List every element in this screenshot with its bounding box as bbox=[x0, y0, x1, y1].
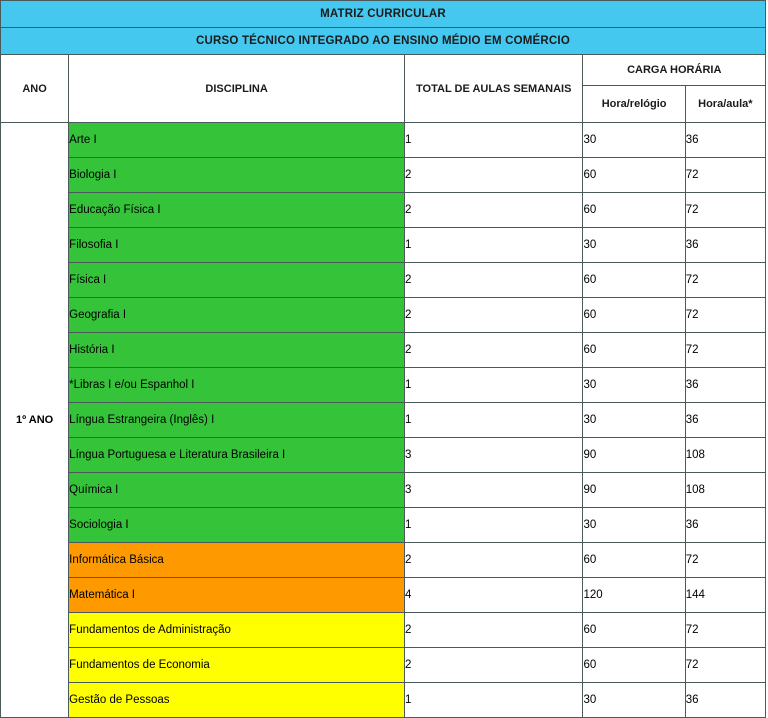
weekly-classes-cell: 2 bbox=[405, 158, 583, 193]
table-row bbox=[1, 473, 766, 508]
discipline-cell: Geografia I bbox=[69, 298, 405, 333]
hora-aula-cell: 36 bbox=[685, 403, 765, 438]
hora-relogio-cell: 120 bbox=[583, 578, 685, 613]
weekly-classes-cell: 4 bbox=[405, 578, 583, 613]
table-row bbox=[1, 683, 766, 718]
hora-relogio-cell: 30 bbox=[583, 123, 685, 158]
discipline-cell: Biologia I bbox=[69, 158, 405, 193]
table-row bbox=[1, 123, 766, 158]
table-row bbox=[1, 333, 766, 368]
discipline-cell: Química I bbox=[69, 473, 405, 508]
hora-relogio-cell: 90 bbox=[583, 438, 685, 473]
hora-aula-cell: 72 bbox=[685, 158, 765, 193]
hora-relogio-cell: 90 bbox=[583, 473, 685, 508]
discipline-cell: História I bbox=[69, 333, 405, 368]
hora-aula-cell: 36 bbox=[685, 683, 765, 718]
weekly-classes-cell: 2 bbox=[405, 543, 583, 578]
weekly-classes-cell: 1 bbox=[405, 228, 583, 263]
hora-aula-cell: 72 bbox=[685, 298, 765, 333]
weekly-classes-cell: 2 bbox=[405, 298, 583, 333]
hora-relogio-cell: 60 bbox=[583, 543, 685, 578]
weekly-classes-cell: 1 bbox=[405, 508, 583, 543]
hora-relogio-cell: 60 bbox=[583, 298, 685, 333]
table-row bbox=[1, 403, 766, 438]
table-row bbox=[1, 298, 766, 333]
table-row bbox=[1, 613, 766, 648]
weekly-classes-cell: 1 bbox=[405, 368, 583, 403]
hora-relogio-cell: 30 bbox=[583, 368, 685, 403]
hora-aula-cell: 36 bbox=[685, 368, 765, 403]
discipline-cell: *Libras I e/ou Espanhol I bbox=[69, 368, 405, 403]
hora-relogio-cell: 60 bbox=[583, 613, 685, 648]
hora-relogio-cell: 30 bbox=[583, 508, 685, 543]
title-row-1 bbox=[1, 1, 766, 28]
weekly-classes-cell: 3 bbox=[405, 473, 583, 508]
hora-relogio-cell: 30 bbox=[583, 403, 685, 438]
hora-aula-cell: 72 bbox=[685, 543, 765, 578]
weekly-classes-cell: 2 bbox=[405, 648, 583, 683]
weekly-classes-cell: 1 bbox=[405, 123, 583, 158]
discipline-cell: Física I bbox=[69, 263, 405, 298]
hora-aula-cell: 108 bbox=[685, 473, 765, 508]
header-carga-horaria: CARGA HORÁRIA bbox=[583, 55, 766, 86]
hora-aula-cell: 144 bbox=[685, 578, 765, 613]
weekly-classes-cell: 2 bbox=[405, 333, 583, 368]
hora-aula-cell: 72 bbox=[685, 613, 765, 648]
weekly-classes-cell: 1 bbox=[405, 403, 583, 438]
table-row bbox=[1, 438, 766, 473]
table-row bbox=[1, 193, 766, 228]
weekly-classes-cell: 2 bbox=[405, 263, 583, 298]
hora-aula-cell: 108 bbox=[685, 438, 765, 473]
discipline-cell: Matemática I bbox=[69, 578, 405, 613]
header-row-main bbox=[1, 55, 766, 86]
discipline-cell: Arte I bbox=[69, 123, 405, 158]
weekly-classes-cell: 2 bbox=[405, 193, 583, 228]
hora-relogio-cell: 60 bbox=[583, 333, 685, 368]
title-row-2 bbox=[1, 28, 766, 55]
course-title: CURSO TÉCNICO INTEGRADO AO ENSINO MÉDIO EM COMÉRCIO bbox=[1, 28, 766, 55]
header-hora-aula: Hora/aula* bbox=[685, 86, 765, 123]
table-row bbox=[1, 578, 766, 613]
table-row bbox=[1, 263, 766, 298]
hora-aula-cell: 72 bbox=[685, 333, 765, 368]
weekly-classes-cell: 1 bbox=[405, 683, 583, 718]
table-row bbox=[1, 543, 766, 578]
table-row bbox=[1, 648, 766, 683]
discipline-cell: Língua Estrangeira (Inglês) I bbox=[69, 403, 405, 438]
table-row bbox=[1, 508, 766, 543]
discipline-cell: Fundamentos de Economia bbox=[69, 648, 405, 683]
discipline-cell: Gestão de Pessoas bbox=[69, 683, 405, 718]
discipline-cell: Educação Física I bbox=[69, 193, 405, 228]
discipline-cell: Língua Portuguesa e Literatura Brasileira I bbox=[69, 438, 405, 473]
header-ano: ANO bbox=[1, 55, 69, 123]
hora-relogio-cell: 60 bbox=[583, 158, 685, 193]
year-label-cell: 1º ANO bbox=[1, 123, 69, 718]
hora-aula-cell: 36 bbox=[685, 228, 765, 263]
discipline-cell: Sociologia I bbox=[69, 508, 405, 543]
weekly-classes-cell: 2 bbox=[405, 613, 583, 648]
discipline-cell: Informática Básica bbox=[69, 543, 405, 578]
header-hora-relogio: Hora/relógio bbox=[583, 86, 685, 123]
hora-aula-cell: 72 bbox=[685, 193, 765, 228]
discipline-cell: Fundamentos de Administração bbox=[69, 613, 405, 648]
hora-relogio-cell: 30 bbox=[583, 228, 685, 263]
hora-relogio-cell: 60 bbox=[583, 263, 685, 298]
matrix-body bbox=[1, 123, 766, 718]
hora-aula-cell: 72 bbox=[685, 263, 765, 298]
table-row bbox=[1, 368, 766, 403]
table-row bbox=[1, 228, 766, 263]
hora-relogio-cell: 60 bbox=[583, 648, 685, 683]
hora-aula-cell: 36 bbox=[685, 508, 765, 543]
header-total-aulas: TOTAL DE AULAS SEMANAIS bbox=[405, 55, 583, 123]
hora-relogio-cell: 60 bbox=[583, 193, 685, 228]
table-row bbox=[1, 158, 766, 193]
weekly-classes-cell: 3 bbox=[405, 438, 583, 473]
hora-aula-cell: 72 bbox=[685, 648, 765, 683]
discipline-cell: Filosofia I bbox=[69, 228, 405, 263]
hora-aula-cell: 36 bbox=[685, 123, 765, 158]
matrix-title: MATRIZ CURRICULAR bbox=[1, 1, 766, 28]
header-disciplina: DISCIPLINA bbox=[69, 55, 405, 123]
hora-relogio-cell: 30 bbox=[583, 683, 685, 718]
